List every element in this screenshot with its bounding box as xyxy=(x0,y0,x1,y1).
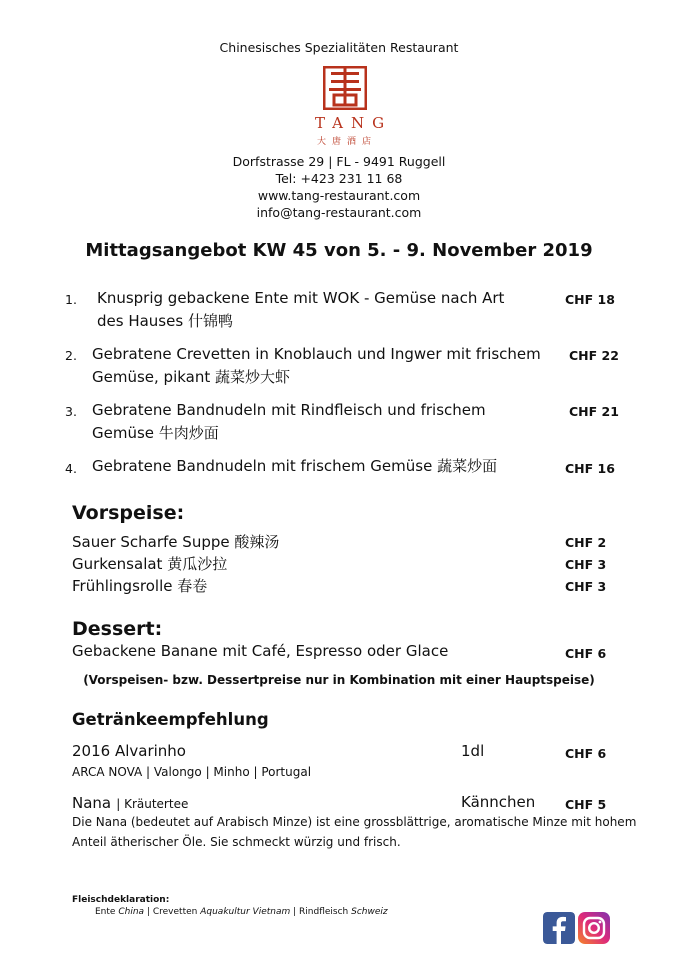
main-item-number: 2. xyxy=(65,348,77,363)
meat-declaration-label: Fleischdeklaration: xyxy=(72,895,170,905)
drinks-heading: Getränkeempfehlung xyxy=(72,710,269,729)
website-link[interactable]: www.tang-restaurant.com xyxy=(257,188,421,203)
tea-quantity: Kännchen xyxy=(461,793,536,811)
instagram-icon[interactable] xyxy=(578,912,610,944)
main-item-price: CHF 21 xyxy=(569,404,619,419)
meat-declaration: Ente China | Crevetten Aquakultur Vietnam | Rindfleisch Schweiz xyxy=(95,907,388,917)
telephone: Tel: +423 231 11 68 xyxy=(275,171,403,186)
starter-item: Frühlingsrolle 春卷 xyxy=(72,577,208,595)
main-item-text: Gebratene Crevetten in Knoblauch und Ingwer mit frischem Gemüse, pikant 蔬菜炒大虾 xyxy=(92,345,541,386)
starter-price: CHF 3 xyxy=(565,557,607,572)
tang-logo xyxy=(309,64,393,152)
address: Dorfstrasse 29 | FL - 9491 Ruggell xyxy=(232,154,446,169)
price-note: (Vorspeisen- bzw. Dessertpreise nur in Kombination mit einer Hauptspeise) xyxy=(83,673,595,687)
main-item-number: 1. xyxy=(65,292,77,307)
main-item-text: Gebratene Bandnudeln mit frischem Gemüse 蔬菜炒面 xyxy=(92,457,498,475)
main-item-number: 4. xyxy=(65,461,77,476)
starters-heading: Vorspeise: xyxy=(72,502,185,524)
tea-name-row xyxy=(72,793,188,812)
logo-emblem-icon xyxy=(323,66,367,110)
starter-item: Sauer Scharfe Suppe 酸辣汤 xyxy=(72,533,280,551)
page-title: Mittagsangebot KW 45 von 5. - 9. November 2019 xyxy=(85,240,593,261)
starter-price: CHF 3 xyxy=(565,579,607,594)
tea-name: Nana xyxy=(72,794,112,812)
main-item-price: CHF 16 xyxy=(565,461,615,476)
dessert-item: Gebackene Banane mit Café, Espresso oder Glace xyxy=(72,642,449,660)
tea-description: Die Nana (bedeutet auf Arabisch Minze) ist eine grossblättrige, aromatische Minze mit hohem Anteil ätherischer Öle. Sie schmeckt würzig und frisch. xyxy=(72,815,637,849)
dessert-price: CHF 6 xyxy=(565,646,607,661)
main-item-text: Gebratene Bandnudeln mit Rindfleisch und frischem Gemüse 牛肉炒面 xyxy=(92,401,486,442)
tea-kind: | Kräutertee xyxy=(116,797,189,811)
logo-word: TANG xyxy=(315,114,393,132)
tea-price: CHF 5 xyxy=(565,797,607,812)
wine-origin: ARCA NOVA | Valongo | Minho | Portugal xyxy=(72,765,312,779)
facebook-icon[interactable] xyxy=(543,912,575,944)
wine-name: 2016 Alvarinho xyxy=(72,742,186,760)
main-item-text: Knusprig gebackene Ente mit WOK - Gemüse nach Art des Hauses 什锦鸭 xyxy=(97,289,505,330)
starter-price: CHF 2 xyxy=(565,535,607,550)
restaurant-type: Chinesisches Spezialitäten Restaurant xyxy=(219,40,459,55)
wine-quantity: 1dl xyxy=(461,742,485,760)
email-link[interactable]: info@tang-restaurant.com xyxy=(256,205,422,220)
main-item-price: CHF 22 xyxy=(569,348,619,363)
dessert-heading: Dessert: xyxy=(72,618,163,640)
main-item-number: 3. xyxy=(65,404,77,419)
main-item-price: CHF 18 xyxy=(565,292,615,307)
logo-chinese: 大唐酒店 xyxy=(316,137,377,147)
wine-price: CHF 6 xyxy=(565,746,607,761)
starter-item: Gurkensalat 黄瓜沙拉 xyxy=(72,555,228,573)
